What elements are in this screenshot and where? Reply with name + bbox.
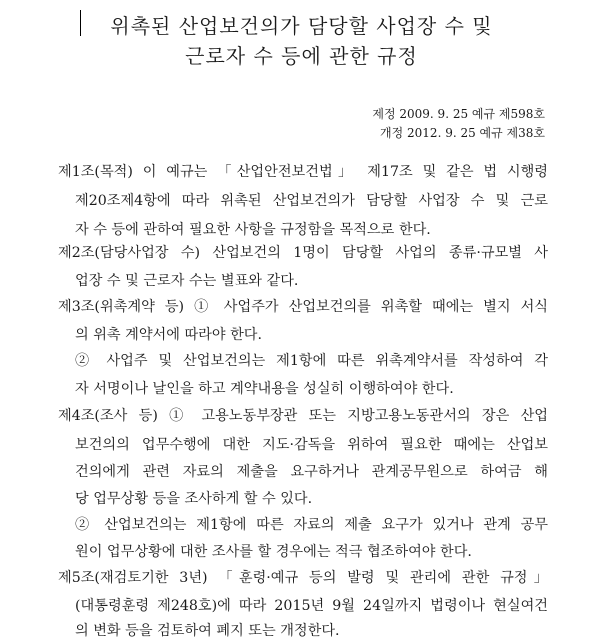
article-1-line-3: 자 수 등에 관하여 필요한 사항을 규정함을 목적으로 한다. [75,222,431,238]
document-title-line-1: 위촉된 산업보건의가 담당할 사업장 수 및 [110,14,493,38]
article-3-line-1: 제3조(위촉계약 등) ① 사업주가 산업보건의를 위촉할 때에는 별지 서식 [58,299,548,315]
article-1-line-2: 제20조제4항에 따라 위촉된 산업보건의가 담당할 사업장 수 및 근로 [75,193,548,209]
article-5-line-3: 의 변화 등을 검토하여 폐지 또는 개정한다. [75,623,340,639]
article-1-line-1: 제1조(목적) 이 예규는 「산업안전보건법」 제17조 및 같은 법 시행령 [58,164,548,180]
article-3-paragraph-2-line-2: 자 서명이나 날인을 하고 계약내용을 성실히 이행하여야 한다. [75,381,454,397]
enactment-info: 제정 2009. 9. 25 예규 제598호 [372,107,545,121]
article-4-line-1: 제4조(조사 등) ① 고용노동부장관 또는 지방고용노동관서의 장은 산업 [58,408,548,424]
amendment-info: 개정 2012. 9. 25 예규 제38호 [380,126,545,140]
article-4-paragraph-2-line-1: ② 산업보건의는 제1항에 따른 자료의 제출 요구가 있거나 관계 공무 [75,517,548,533]
article-3-paragraph-2-line-1: ② 사업주 및 산업보건의는 제1항에 따른 위촉계약서를 작성하여 각 [75,353,548,369]
article-4-paragraph-2-line-2: 원이 업무상황에 대한 조사를 할 경우에는 적극 협조하여야 한다. [75,544,472,560]
article-2-line-2: 업장 수 및 근로자 수는 별표와 같다. [75,273,299,289]
article-4-line-4: 당 업무상황 등을 조사하게 할 수 있다. [75,491,313,507]
article-2-line-1: 제2조(담당사업장 수) 산업보건의 1명이 담당할 사업의 종류·규모별 사 [58,245,548,261]
article-4-line-3: 건의에게 관련 자료의 제출을 요구하거나 관계공무원으로 하여금 해 [75,464,548,480]
article-5-line-2: (대통령훈령 제248호)에 따라 2015년 9월 24일까지 법령이나 현실여건 [75,598,548,614]
article-5-line-1: 제5조(재검토기한 3년) 「훈령·예규 등의 발령 및 관리에 관한 규정」 [58,570,548,586]
article-3-line-2: 의 위촉 계약서에 따라야 한다. [75,327,263,343]
document-title-line-2: 근로자 수 등에 관한 규정 [185,44,418,68]
article-4-line-2: 보건의의 업무수행에 대한 지도·감독을 위하여 필요한 때에는 산업보 [75,437,548,453]
